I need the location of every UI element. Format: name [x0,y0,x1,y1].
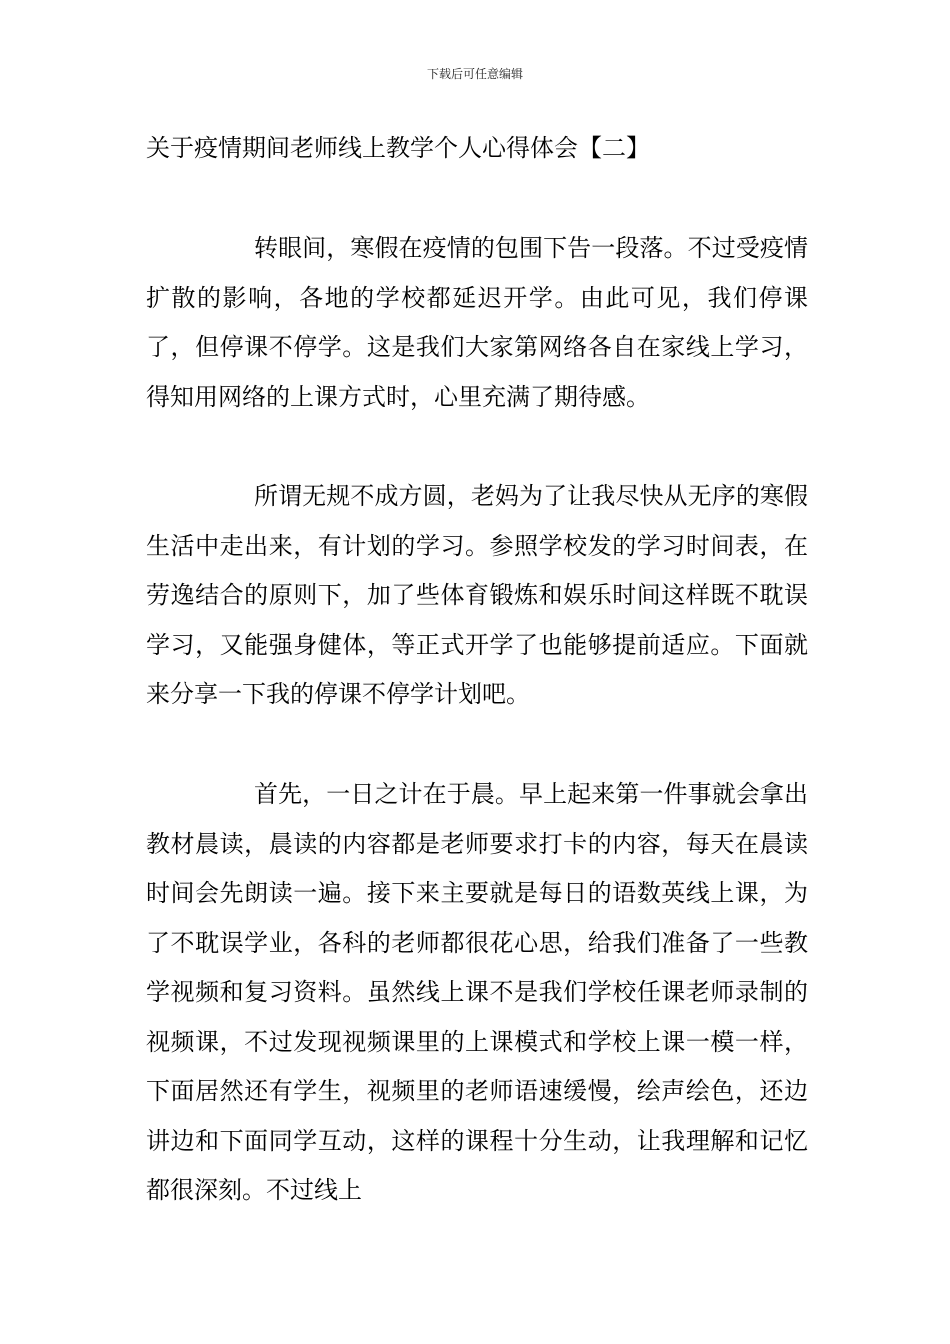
paragraph-3: 首先，一日之计在于晨。早上起来第一件事就会拿出教材晨读，晨读的内容都是老师要求打卡的内容，每天在晨读时间会先朗读一遍。接下来主要就是每日的语数英线上课，为了不耽误学业，各科的老师都很花心思，给我们准备了一些教学视频和复习资料。虽然线上课不是我们学校任课老师录制的视频课，不过发现视频课里的上课模式和学校上课一模一样，下面居然还有学生，视频里的老师语速缓慢，绘声绘色，还边讲边和下面同学互动，这样的课程十分生动，让我理解和记忆都很深刻。不过线上 [146,780,808,1204]
header-note: 下载后可任意编辑 [426,67,523,81]
document-title: 关于疫情期间老师线上教学个人心得体会【二】 [146,134,650,162]
paragraph-2: 所谓无规不成方圆，老妈为了让我尽快从无序的寒假生活中走出来，有计划的学习。参照学校发的学习时间表，在劳逸结合的原则下，加了些体育锻炼和娱乐时间这样既不耽误学习，又能强身健体，等正式开学了也能够提前适应。下面就来分享一下我的停课不停学计划吧。 [146,482,808,708]
paragraph-1: 转眼间，寒假在疫情的包围下告一段落。不过受疫情扩散的影响，各地的学校都延迟开学。由此可见，我们停课了，但停课不停学。这是我们大家第网络各自在家线上学习，得知用网络的上课方式时，心里充满了期待感。 [146,234,808,411]
